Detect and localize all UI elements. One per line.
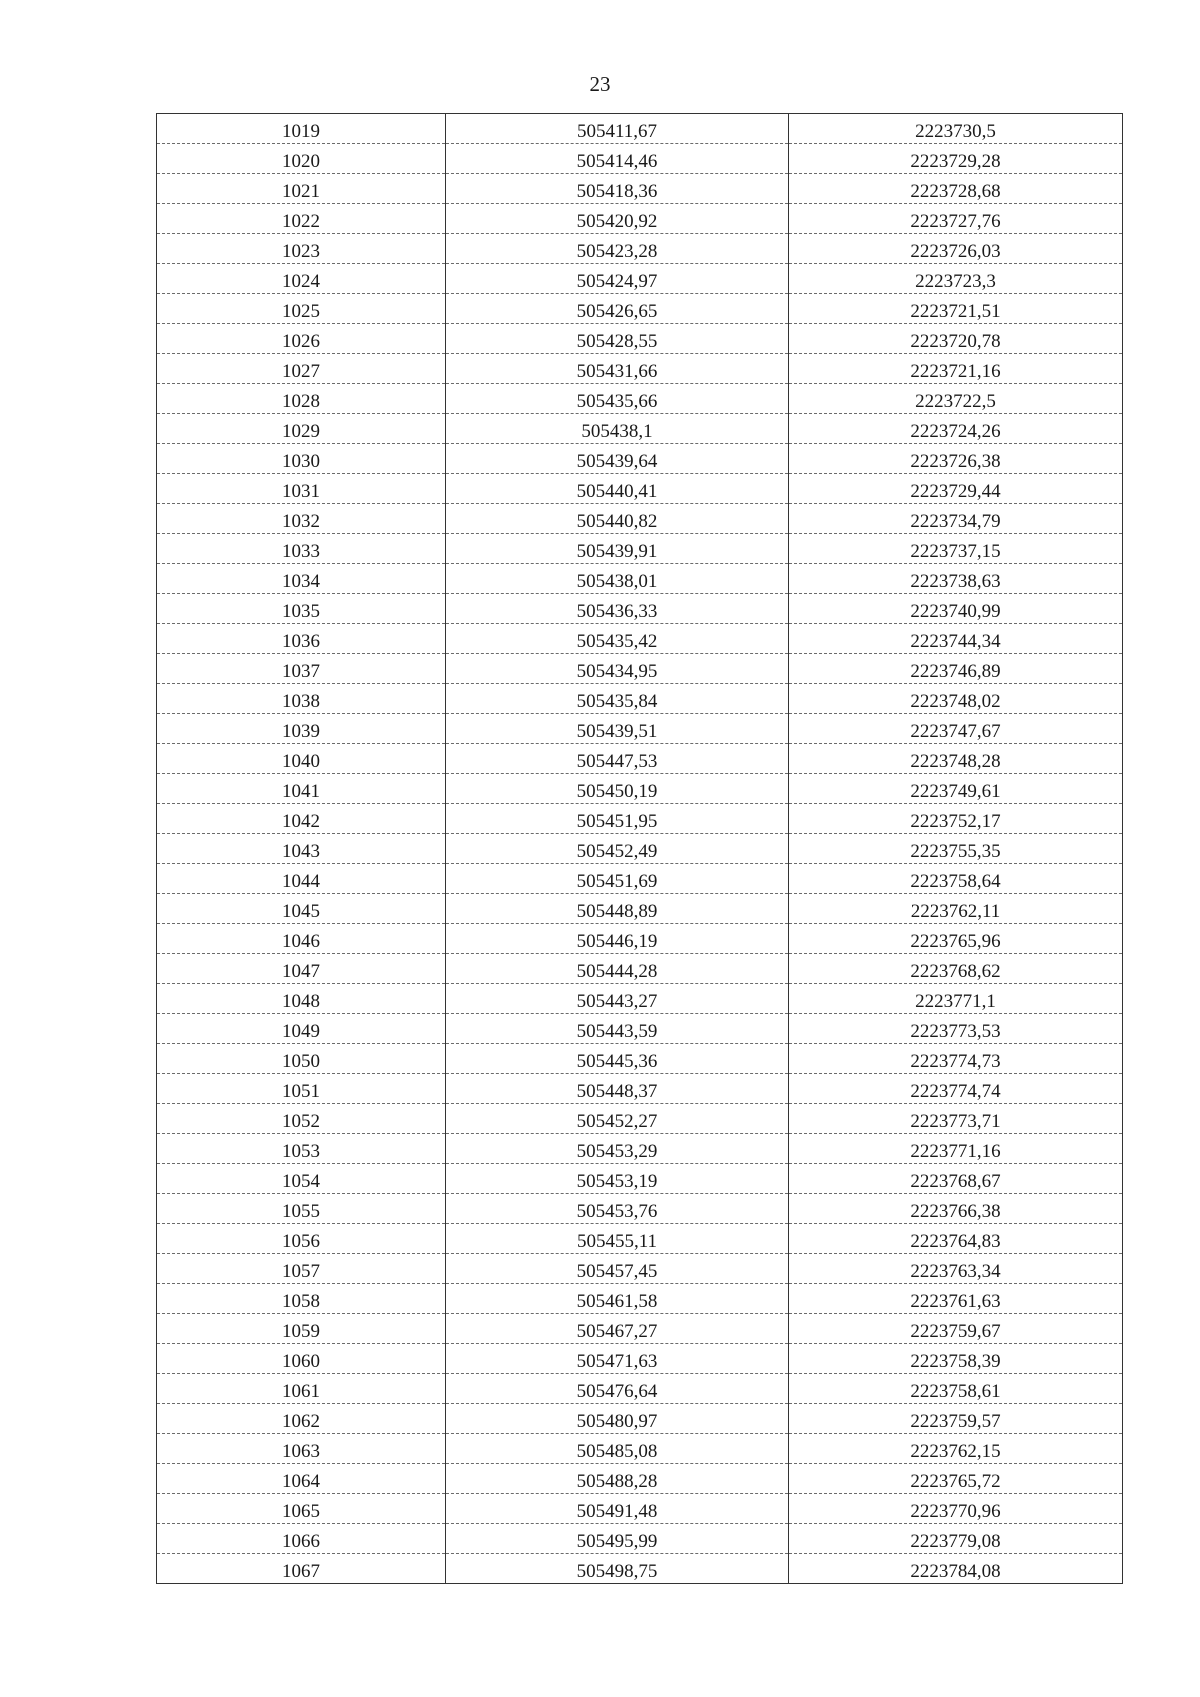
table-row: [157, 1434, 1123, 1464]
y-coordinate-cell: 2223747,67: [789, 714, 1123, 744]
point-number-cell: 1029: [157, 414, 446, 444]
point-number-cell: 1034: [157, 564, 446, 594]
y-coordinate-cell: 2223723,3: [789, 264, 1123, 294]
y-coordinate-cell: 2223744,34: [789, 624, 1123, 654]
point-number-cell: 1056: [157, 1224, 446, 1254]
point-number-cell: 1035: [157, 594, 446, 624]
x-coordinate-cell: 505434,95: [446, 654, 789, 684]
x-coordinate-cell: 505420,92: [446, 204, 789, 234]
table-row: [157, 834, 1123, 864]
x-coordinate-cell: 505414,46: [446, 144, 789, 174]
y-coordinate-cell: 2223779,08: [789, 1524, 1123, 1554]
point-number-cell: 1039: [157, 714, 446, 744]
table-row: [157, 894, 1123, 924]
x-coordinate-cell: 505411,67: [446, 114, 789, 144]
table-row: [157, 744, 1123, 774]
point-number-cell: 1044: [157, 864, 446, 894]
y-coordinate-cell: 2223774,74: [789, 1074, 1123, 1104]
table-row: [157, 804, 1123, 834]
y-coordinate-cell: 2223764,83: [789, 1224, 1123, 1254]
y-coordinate-cell: 2223726,38: [789, 444, 1123, 474]
table-row: [157, 594, 1123, 624]
point-number-cell: 1037: [157, 654, 446, 684]
table-row: [157, 1344, 1123, 1374]
table-row: [157, 1194, 1123, 1224]
table-row: [157, 654, 1123, 684]
table-row: [157, 174, 1123, 204]
table-row: [157, 684, 1123, 714]
y-coordinate-cell: 2223729,44: [789, 474, 1123, 504]
y-coordinate-cell: 2223721,16: [789, 354, 1123, 384]
point-number-cell: 1045: [157, 894, 446, 924]
point-number-cell: 1041: [157, 774, 446, 804]
y-coordinate-cell: 2223759,67: [789, 1314, 1123, 1344]
y-coordinate-cell: 2223730,5: [789, 114, 1123, 144]
point-number-cell: 1042: [157, 804, 446, 834]
point-number-cell: 1065: [157, 1494, 446, 1524]
x-coordinate-cell: 505423,28: [446, 234, 789, 264]
y-coordinate-cell: 2223720,78: [789, 324, 1123, 354]
y-coordinate-cell: 2223758,39: [789, 1344, 1123, 1374]
point-number-cell: 1023: [157, 234, 446, 264]
y-coordinate-cell: 2223726,03: [789, 234, 1123, 264]
x-coordinate-cell: 505424,97: [446, 264, 789, 294]
y-coordinate-cell: 2223762,11: [789, 894, 1123, 924]
x-coordinate-cell: 505438,1: [446, 414, 789, 444]
y-coordinate-cell: 2223746,89: [789, 654, 1123, 684]
y-coordinate-cell: 2223762,15: [789, 1434, 1123, 1464]
point-number-cell: 1050: [157, 1044, 446, 1074]
point-number-cell: 1059: [157, 1314, 446, 1344]
x-coordinate-cell: 505450,19: [446, 774, 789, 804]
point-number-cell: 1060: [157, 1344, 446, 1374]
table-row: [157, 294, 1123, 324]
y-coordinate-cell: 2223737,15: [789, 534, 1123, 564]
point-number-cell: 1019: [157, 114, 446, 144]
table-row: [157, 1104, 1123, 1134]
point-number-cell: 1063: [157, 1434, 446, 1464]
coordinates-table: [156, 113, 1123, 1584]
point-number-cell: 1058: [157, 1284, 446, 1314]
page-number: 23: [589, 72, 611, 96]
point-number-cell: 1047: [157, 954, 446, 984]
point-number-cell: 1066: [157, 1524, 446, 1554]
table-row: [157, 1044, 1123, 1074]
point-number-cell: 1061: [157, 1374, 446, 1404]
y-coordinate-cell: 2223774,73: [789, 1044, 1123, 1074]
y-coordinate-cell: 2223768,67: [789, 1164, 1123, 1194]
table-row: [157, 1464, 1123, 1494]
table-row: [157, 1254, 1123, 1284]
x-coordinate-cell: 505439,51: [446, 714, 789, 744]
x-coordinate-cell: 505443,59: [446, 1014, 789, 1044]
x-coordinate-cell: 505446,19: [446, 924, 789, 954]
y-coordinate-cell: 2223773,53: [789, 1014, 1123, 1044]
table-row: [157, 984, 1123, 1014]
y-coordinate-cell: 2223765,72: [789, 1464, 1123, 1494]
table-row: [157, 954, 1123, 984]
x-coordinate-cell: 505461,58: [446, 1284, 789, 1314]
table-row: [157, 534, 1123, 564]
table-row: [157, 114, 1123, 144]
x-coordinate-cell: 505485,08: [446, 1434, 789, 1464]
table-row: [157, 564, 1123, 594]
point-number-cell: 1040: [157, 744, 446, 774]
table-row: [157, 1224, 1123, 1254]
x-coordinate-cell: 505455,11: [446, 1224, 789, 1254]
y-coordinate-cell: 2223766,38: [789, 1194, 1123, 1224]
x-coordinate-cell: 505488,28: [446, 1464, 789, 1494]
x-coordinate-cell: 505451,69: [446, 864, 789, 894]
point-number-cell: 1028: [157, 384, 446, 414]
table-row: [157, 714, 1123, 744]
point-number-cell: 1051: [157, 1074, 446, 1104]
table-row: [157, 1374, 1123, 1404]
point-number-cell: 1032: [157, 504, 446, 534]
x-coordinate-cell: 505491,48: [446, 1494, 789, 1524]
table-row: [157, 504, 1123, 534]
x-coordinate-cell: 505453,19: [446, 1164, 789, 1194]
y-coordinate-cell: 2223734,79: [789, 504, 1123, 534]
point-number-cell: 1055: [157, 1194, 446, 1224]
x-coordinate-cell: 505448,89: [446, 894, 789, 924]
point-number-cell: 1057: [157, 1254, 446, 1284]
y-coordinate-cell: 2223758,61: [789, 1374, 1123, 1404]
point-number-cell: 1043: [157, 834, 446, 864]
point-number-cell: 1025: [157, 294, 446, 324]
table-row: [157, 864, 1123, 894]
y-coordinate-cell: 2223740,99: [789, 594, 1123, 624]
x-coordinate-cell: 505435,84: [446, 684, 789, 714]
y-coordinate-cell: 2223758,64: [789, 864, 1123, 894]
table-row: [157, 444, 1123, 474]
coordinates-table-body: [157, 114, 1123, 1584]
y-coordinate-cell: 2223761,63: [789, 1284, 1123, 1314]
table-row: [157, 1164, 1123, 1194]
table-row: [157, 324, 1123, 354]
point-number-cell: 1052: [157, 1104, 446, 1134]
x-coordinate-cell: 505447,53: [446, 744, 789, 774]
table-row: [157, 774, 1123, 804]
y-coordinate-cell: 2223771,1: [789, 984, 1123, 1014]
point-number-cell: 1053: [157, 1134, 446, 1164]
x-coordinate-cell: 505438,01: [446, 564, 789, 594]
point-number-cell: 1049: [157, 1014, 446, 1044]
point-number-cell: 1027: [157, 354, 446, 384]
x-coordinate-cell: 505498,75: [446, 1554, 789, 1584]
y-coordinate-cell: 2223727,76: [789, 204, 1123, 234]
y-coordinate-cell: 2223752,17: [789, 804, 1123, 834]
y-coordinate-cell: 2223784,08: [789, 1554, 1123, 1584]
x-coordinate-cell: 505428,55: [446, 324, 789, 354]
table-row: [157, 1074, 1123, 1104]
y-coordinate-cell: 2223765,96: [789, 924, 1123, 954]
y-coordinate-cell: 2223721,51: [789, 294, 1123, 324]
point-number-cell: 1064: [157, 1464, 446, 1494]
x-coordinate-cell: 505431,66: [446, 354, 789, 384]
y-coordinate-cell: 2223729,28: [789, 144, 1123, 174]
point-number-cell: 1024: [157, 264, 446, 294]
x-coordinate-cell: 505435,42: [446, 624, 789, 654]
x-coordinate-cell: 505476,64: [446, 1374, 789, 1404]
y-coordinate-cell: 2223748,28: [789, 744, 1123, 774]
table-row: [157, 414, 1123, 444]
x-coordinate-cell: 505452,49: [446, 834, 789, 864]
point-number-cell: 1062: [157, 1404, 446, 1434]
x-coordinate-cell: 505480,97: [446, 1404, 789, 1434]
y-coordinate-cell: 2223738,63: [789, 564, 1123, 594]
table-row: [157, 1284, 1123, 1314]
y-coordinate-cell: 2223722,5: [789, 384, 1123, 414]
x-coordinate-cell: 505443,27: [446, 984, 789, 1014]
x-coordinate-cell: 505471,63: [446, 1344, 789, 1374]
table-row: [157, 474, 1123, 504]
table-row: [157, 1014, 1123, 1044]
x-coordinate-cell: 505467,27: [446, 1314, 789, 1344]
table-row: [157, 1554, 1123, 1584]
x-coordinate-cell: 505453,29: [446, 1134, 789, 1164]
table-row: [157, 144, 1123, 174]
point-number-cell: 1054: [157, 1164, 446, 1194]
point-number-cell: 1026: [157, 324, 446, 354]
x-coordinate-cell: 505452,27: [446, 1104, 789, 1134]
table-row: [157, 1134, 1123, 1164]
y-coordinate-cell: 2223771,16: [789, 1134, 1123, 1164]
x-coordinate-cell: 505440,41: [446, 474, 789, 504]
point-number-cell: 1022: [157, 204, 446, 234]
point-number-cell: 1031: [157, 474, 446, 504]
x-coordinate-cell: 505448,37: [446, 1074, 789, 1104]
x-coordinate-cell: 505457,45: [446, 1254, 789, 1284]
table-row: [157, 264, 1123, 294]
table-row: [157, 1524, 1123, 1554]
table-row: [157, 924, 1123, 954]
y-coordinate-cell: 2223763,34: [789, 1254, 1123, 1284]
table-row: [157, 1404, 1123, 1434]
x-coordinate-cell: 505418,36: [446, 174, 789, 204]
x-coordinate-cell: 505445,36: [446, 1044, 789, 1074]
point-number-cell: 1067: [157, 1554, 446, 1584]
table-row: [157, 1314, 1123, 1344]
point-number-cell: 1048: [157, 984, 446, 1014]
y-coordinate-cell: 2223728,68: [789, 174, 1123, 204]
point-number-cell: 1036: [157, 624, 446, 654]
table-row: [157, 384, 1123, 414]
x-coordinate-cell: 505453,76: [446, 1194, 789, 1224]
point-number-cell: 1033: [157, 534, 446, 564]
point-number-cell: 1038: [157, 684, 446, 714]
y-coordinate-cell: 2223724,26: [789, 414, 1123, 444]
x-coordinate-cell: 505439,91: [446, 534, 789, 564]
x-coordinate-cell: 505451,95: [446, 804, 789, 834]
x-coordinate-cell: 505440,82: [446, 504, 789, 534]
x-coordinate-cell: 505435,66: [446, 384, 789, 414]
y-coordinate-cell: 2223759,57: [789, 1404, 1123, 1434]
y-coordinate-cell: 2223773,71: [789, 1104, 1123, 1134]
y-coordinate-cell: 2223748,02: [789, 684, 1123, 714]
table-row: [157, 624, 1123, 654]
y-coordinate-cell: 2223768,62: [789, 954, 1123, 984]
table-row: [157, 1494, 1123, 1524]
point-number-cell: 1020: [157, 144, 446, 174]
y-coordinate-cell: 2223770,96: [789, 1494, 1123, 1524]
x-coordinate-cell: 505444,28: [446, 954, 789, 984]
x-coordinate-cell: 505439,64: [446, 444, 789, 474]
point-number-cell: 1021: [157, 174, 446, 204]
x-coordinate-cell: 505426,65: [446, 294, 789, 324]
point-number-cell: 1030: [157, 444, 446, 474]
x-coordinate-cell: 505436,33: [446, 594, 789, 624]
table-row: [157, 354, 1123, 384]
y-coordinate-cell: 2223755,35: [789, 834, 1123, 864]
point-number-cell: 1046: [157, 924, 446, 954]
x-coordinate-cell: 505495,99: [446, 1524, 789, 1554]
y-coordinate-cell: 2223749,61: [789, 774, 1123, 804]
table-row: [157, 234, 1123, 264]
table-row: [157, 204, 1123, 234]
